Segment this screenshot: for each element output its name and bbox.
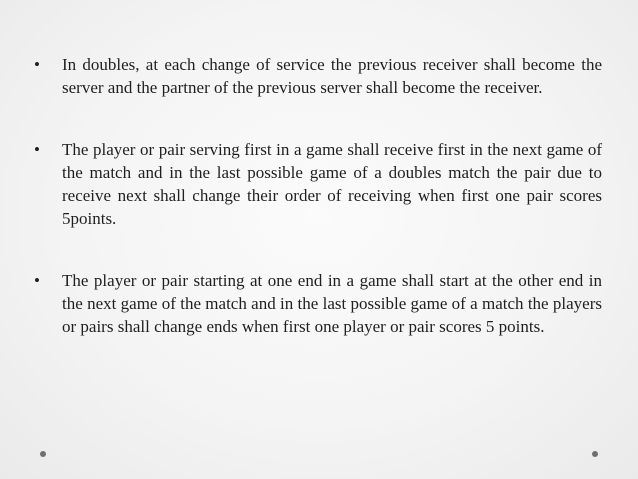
bullet-item bbox=[34, 269, 602, 338]
bullet-icon: • bbox=[34, 55, 40, 74]
bullet-text: In doubles, at each change of service the previous receiver shall become the server and the partner of the previous server shall become the receiver. bbox=[62, 55, 602, 97]
bullet-item bbox=[34, 53, 602, 99]
bullet-icon: • bbox=[34, 140, 40, 159]
bullet-text: The player or pair serving first in a game shall receive first in the next game of the match and in the last possible game of a doubles match the pair due to receive next shall change their order of receiving when first one pair scores 5points. bbox=[62, 140, 602, 228]
decorative-dot-left-icon bbox=[40, 451, 46, 457]
decorative-dot-right-icon bbox=[592, 451, 598, 457]
bullet-icon: • bbox=[34, 271, 40, 290]
bullet-item bbox=[34, 138, 602, 230]
bullet-text: The player or pair starting at one end in a game shall start at the other end in the next game of the match and in the last possible game of a match the players or pairs shall change ends when first one player or pair scores 5 points. bbox=[62, 271, 602, 336]
bullet-list bbox=[34, 53, 602, 377]
